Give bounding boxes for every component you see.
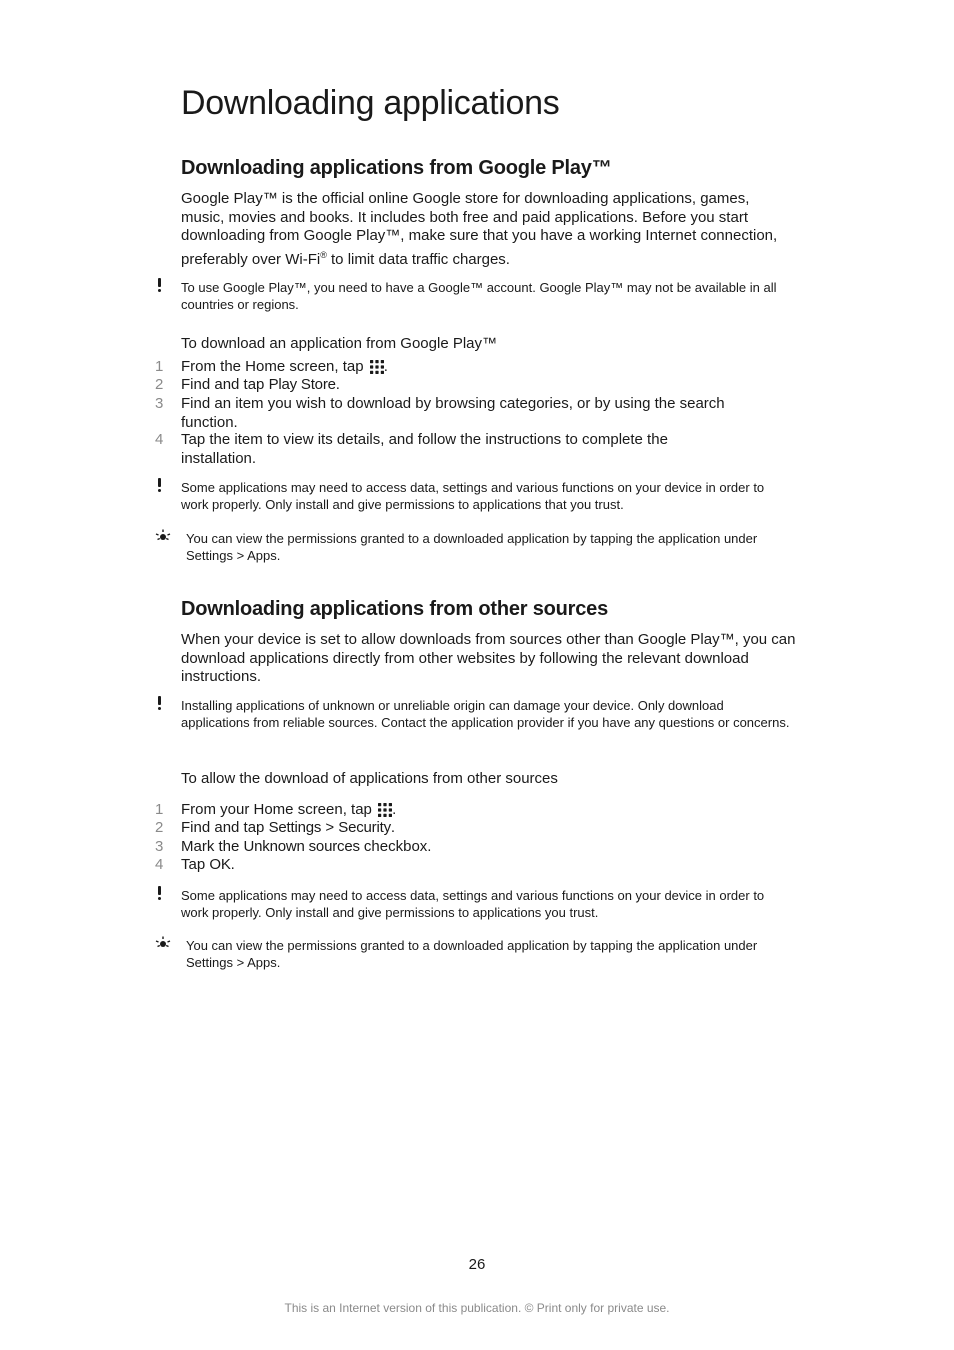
step-number: 3 xyxy=(155,395,164,412)
step-text: Tap OK. xyxy=(181,856,235,873)
warning-icon xyxy=(155,478,165,494)
step-text: Find and tap Settings > Security. xyxy=(181,819,396,836)
tip-permissions: You can view the permissions granted to a downloaded application by tapping the application under Settings > Apps. xyxy=(186,531,758,563)
note-permissions: Some applications may need to access data, settings and various functions on your device in order to work properly. Only install and give permissions to applications that you trust. xyxy=(181,480,765,512)
warning-icon xyxy=(155,278,165,294)
intro-text: Google Play™ is the official online Google store for downloading applications, games, music, movies and books. It includes both free and paid applications. Before you start downloading from Google Play™, make sure that you have a working Internet connection, preferably over Wi-Fi xyxy=(181,190,778,268)
footer-notice: This is an Internet version of this publication. © Print only for private use. xyxy=(284,1301,670,1315)
intro-text-end: to limit data traffic charges. xyxy=(326,250,510,268)
step-number: 3 xyxy=(155,838,164,855)
step-number: 2 xyxy=(155,819,164,836)
page-title: Downloading applications xyxy=(181,84,560,122)
ui-label-settings: Settings xyxy=(268,819,322,836)
procedure-title-other-sources: To allow the download of applications from other sources xyxy=(181,770,558,787)
step-number: 2 xyxy=(155,376,164,393)
page-number: 26 xyxy=(468,1256,486,1273)
note-google-account: To use Google Play™, you need to have a Google™ account. Google Play™ may not be available in all countries or regions. xyxy=(181,280,777,312)
step-number: 1 xyxy=(155,358,164,375)
section-intro-other-sources: When your device is set to allow downloads from sources other than Google Play™, you can download applications directly from other websites by following the relevant download instructions. xyxy=(181,631,796,685)
apps-grid-icon xyxy=(370,360,384,374)
procedure-title-download: To download an application from Google Play™ xyxy=(181,335,498,352)
section-intro-google-play xyxy=(181,190,796,269)
step-number: 4 xyxy=(155,856,164,873)
tip-bulb-icon xyxy=(155,936,171,950)
note-unknown-origin: Installing applications of unknown or unreliable origin can damage your device. Only download applications from reliable sources. Contact the application provider if you have any questions or concerns. xyxy=(181,698,790,730)
section-heading-other-sources: Downloading applications from other sources xyxy=(181,598,609,620)
apps-grid-icon xyxy=(378,803,392,817)
tip-bulb-icon xyxy=(155,529,171,543)
step-text: From your Home screen, tap . xyxy=(181,801,397,818)
step-text: Find and tap Play Store. xyxy=(181,376,340,393)
ui-label-ok: OK xyxy=(209,856,231,873)
warning-icon xyxy=(155,696,165,712)
step-text: Find an item you wish to download by browsing categories, or by using the search function. xyxy=(181,395,725,431)
warning-icon xyxy=(155,886,165,902)
step-number: 4 xyxy=(155,431,164,448)
ui-label-unknown-sources: Unknown sources xyxy=(243,838,360,855)
ui-label-play-store: Play Store xyxy=(268,376,336,393)
registered-mark: ® xyxy=(320,249,327,260)
step-text: Mark the Unknown sources checkbox. xyxy=(181,838,432,855)
step-text: From the Home screen, tap . xyxy=(181,358,388,375)
tip-permissions: You can view the permissions granted to a downloaded application by tapping the application under Settings > Apps. xyxy=(186,938,758,970)
note-permissions: Some applications may need to access data, settings and various functions on your device in order to work properly. Only install and give permissions to applications you trust. xyxy=(181,888,765,920)
step-number: 1 xyxy=(155,801,164,818)
section-heading-google-play: Downloading applications from Google Play™ xyxy=(181,157,612,179)
step-text: Tap the item to view its details, and follow the instructions to complete the installation. xyxy=(181,431,668,467)
ui-label-security: Security xyxy=(338,819,391,836)
